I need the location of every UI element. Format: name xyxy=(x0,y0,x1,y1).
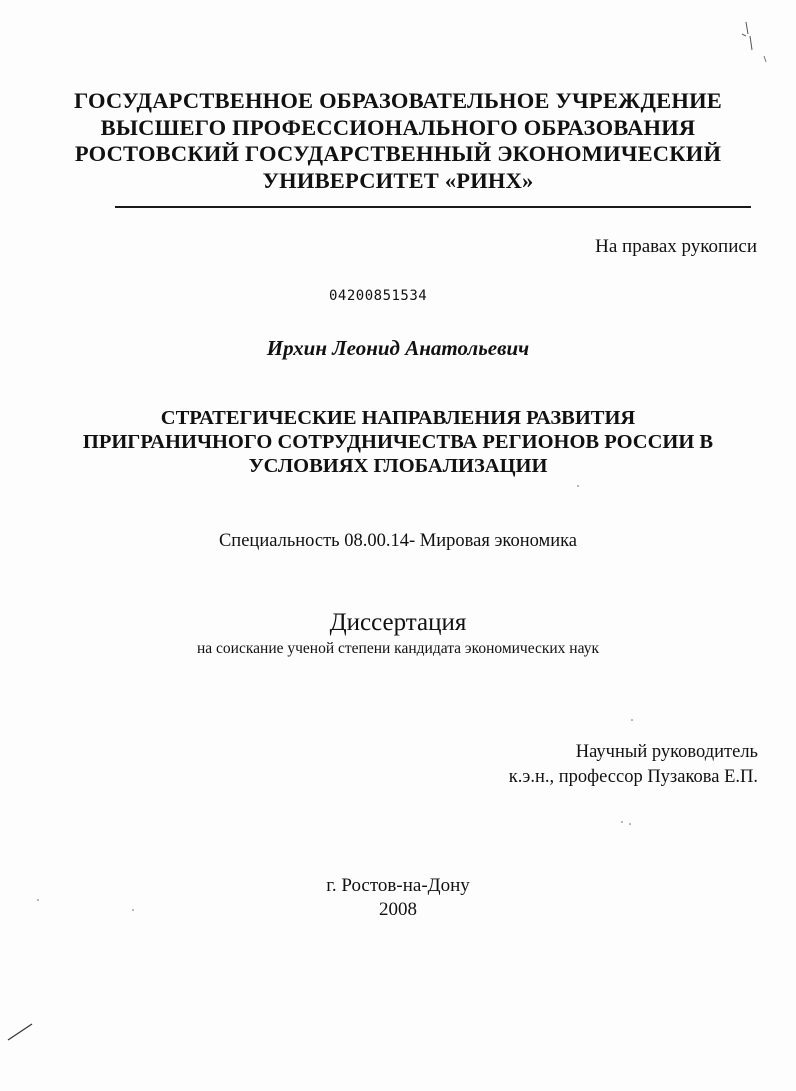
scan-mark xyxy=(742,34,746,36)
thesis-title-line-2: ПРИГРАНИЧНОГО СОТРУДНИЧЕСТВА РЕГИОНОВ РОССИИ В xyxy=(82,431,714,453)
rights-note: На правах рукописи xyxy=(595,236,757,257)
catalog-code: 04200851534 xyxy=(329,288,428,304)
scan-dot xyxy=(629,823,631,825)
scan-dot xyxy=(631,719,633,721)
specialty: Специальность 08.00.14- Мировая экономика xyxy=(218,531,578,551)
year: 2008 xyxy=(379,899,417,920)
institution-line-4: УНИВЕРСИТЕТ «РИНХ» xyxy=(262,167,534,193)
institution-header xyxy=(60,88,736,194)
scan-mark xyxy=(750,36,752,50)
institution-line-2: ВЫСШЕГО ПРОФЕССИОНАЛЬНОГО ОБРАЗОВАНИЯ xyxy=(100,114,696,140)
scan-dot xyxy=(621,821,623,823)
pen-stroke xyxy=(8,1024,32,1040)
place-and-year xyxy=(60,874,736,922)
scan-dot xyxy=(577,485,579,487)
institution-line-3: РОСТОВСКИЙ ГОСУДАРСТВЕННЫЙ ЭКОНОМИЧЕСКИЙ xyxy=(74,141,722,166)
supervisor-role: Научный руководитель xyxy=(575,742,758,762)
thesis-title-line-3: УСЛОВИЯХ ГЛОБАЛИЗАЦИИ xyxy=(248,455,548,477)
supervisor-block xyxy=(509,740,758,790)
scan-mark xyxy=(746,22,748,34)
document-type: Диссертация xyxy=(329,609,467,636)
supervisor-name: к.э.н., профессор Пузакова Е.П. xyxy=(508,767,758,787)
scan-mark xyxy=(764,56,766,62)
place: г. Ростов-на-Дону xyxy=(326,875,470,896)
header-divider xyxy=(115,206,751,208)
degree-statement: на соискание ученой степени кандидата экономических наук xyxy=(197,640,599,657)
thesis-title-line-1: СТРАТЕГИЧЕСКИЕ НАПРАВЛЕНИЯ РАЗВИТИЯ xyxy=(160,407,636,429)
institution-line-1: ГОСУДАРСТВЕННОЕ ОБРАЗОВАТЕЛЬНОЕ УЧРЕЖДЕНИЕ xyxy=(74,88,722,113)
scan-dot xyxy=(37,899,39,901)
thesis-title xyxy=(60,406,736,478)
author-name: Ирхин Леонид Анатольевич xyxy=(266,336,530,360)
